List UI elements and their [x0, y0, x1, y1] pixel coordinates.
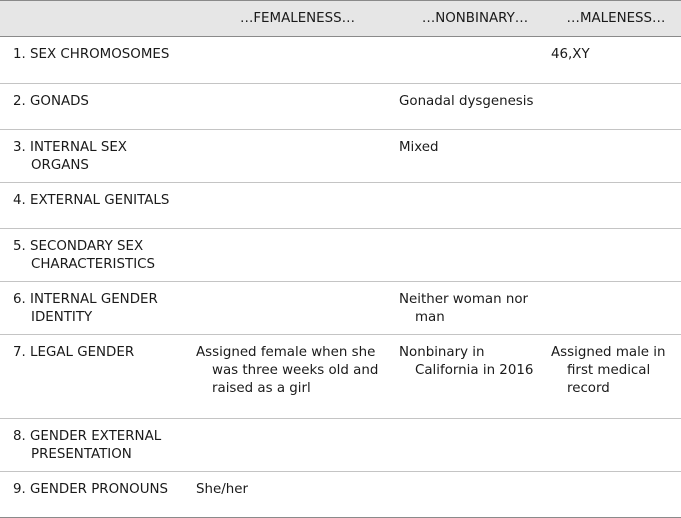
nonbinary-cell: Neither woman nor man	[399, 292, 529, 325]
nonbinary-cell: Gonadal dysgenesis	[399, 94, 534, 109]
table-row	[0, 282, 681, 335]
row-label: 3. INTERNAL SEX ORGANS	[13, 140, 127, 173]
row-label: 5. SECONDARY SEX CHARACTERISTICS	[13, 239, 155, 272]
table-row	[0, 335, 681, 419]
nonbinary-cell: Mixed	[399, 140, 439, 155]
table-row	[0, 472, 681, 518]
table-row	[0, 37, 681, 84]
row-label: 9. GENDER PRONOUNS	[13, 482, 169, 497]
table-row	[0, 84, 681, 130]
maleness-cell: Assigned male in first medical record	[551, 345, 666, 396]
row-label: 7. LEGAL GENDER	[13, 345, 135, 360]
femaleness-cell: She/her	[196, 482, 248, 497]
header-blank	[0, 1, 196, 37]
table-row	[0, 419, 681, 472]
row-label: 1. SEX CHROMOSOMES	[13, 47, 170, 62]
table-row	[0, 130, 681, 183]
maleness-cell: 46,XY	[551, 47, 590, 62]
header-maleness: …MALENESS…	[551, 1, 681, 37]
table-header	[0, 1, 681, 37]
header-nonbinary: …NONBINARY…	[399, 1, 551, 37]
table-body	[0, 37, 681, 518]
nonbinary-cell: Nonbinary in California in 2016	[399, 345, 534, 378]
row-label: 6. INTERNAL GENDER IDENTITY	[13, 292, 158, 325]
femaleness-cell: Assigned female when she was three weeks old and raised as a girl	[196, 345, 379, 396]
header-row	[0, 1, 681, 37]
row-label: 4. EXTERNAL GENITALS	[13, 193, 170, 208]
row-label: 8. GENDER EXTERNAL PRESENTATION	[13, 429, 162, 462]
header-femaleness: …FEMALENESS…	[196, 1, 399, 37]
row-label: 2. GONADS	[13, 94, 89, 109]
table-row	[0, 183, 681, 229]
table-row	[0, 229, 681, 282]
